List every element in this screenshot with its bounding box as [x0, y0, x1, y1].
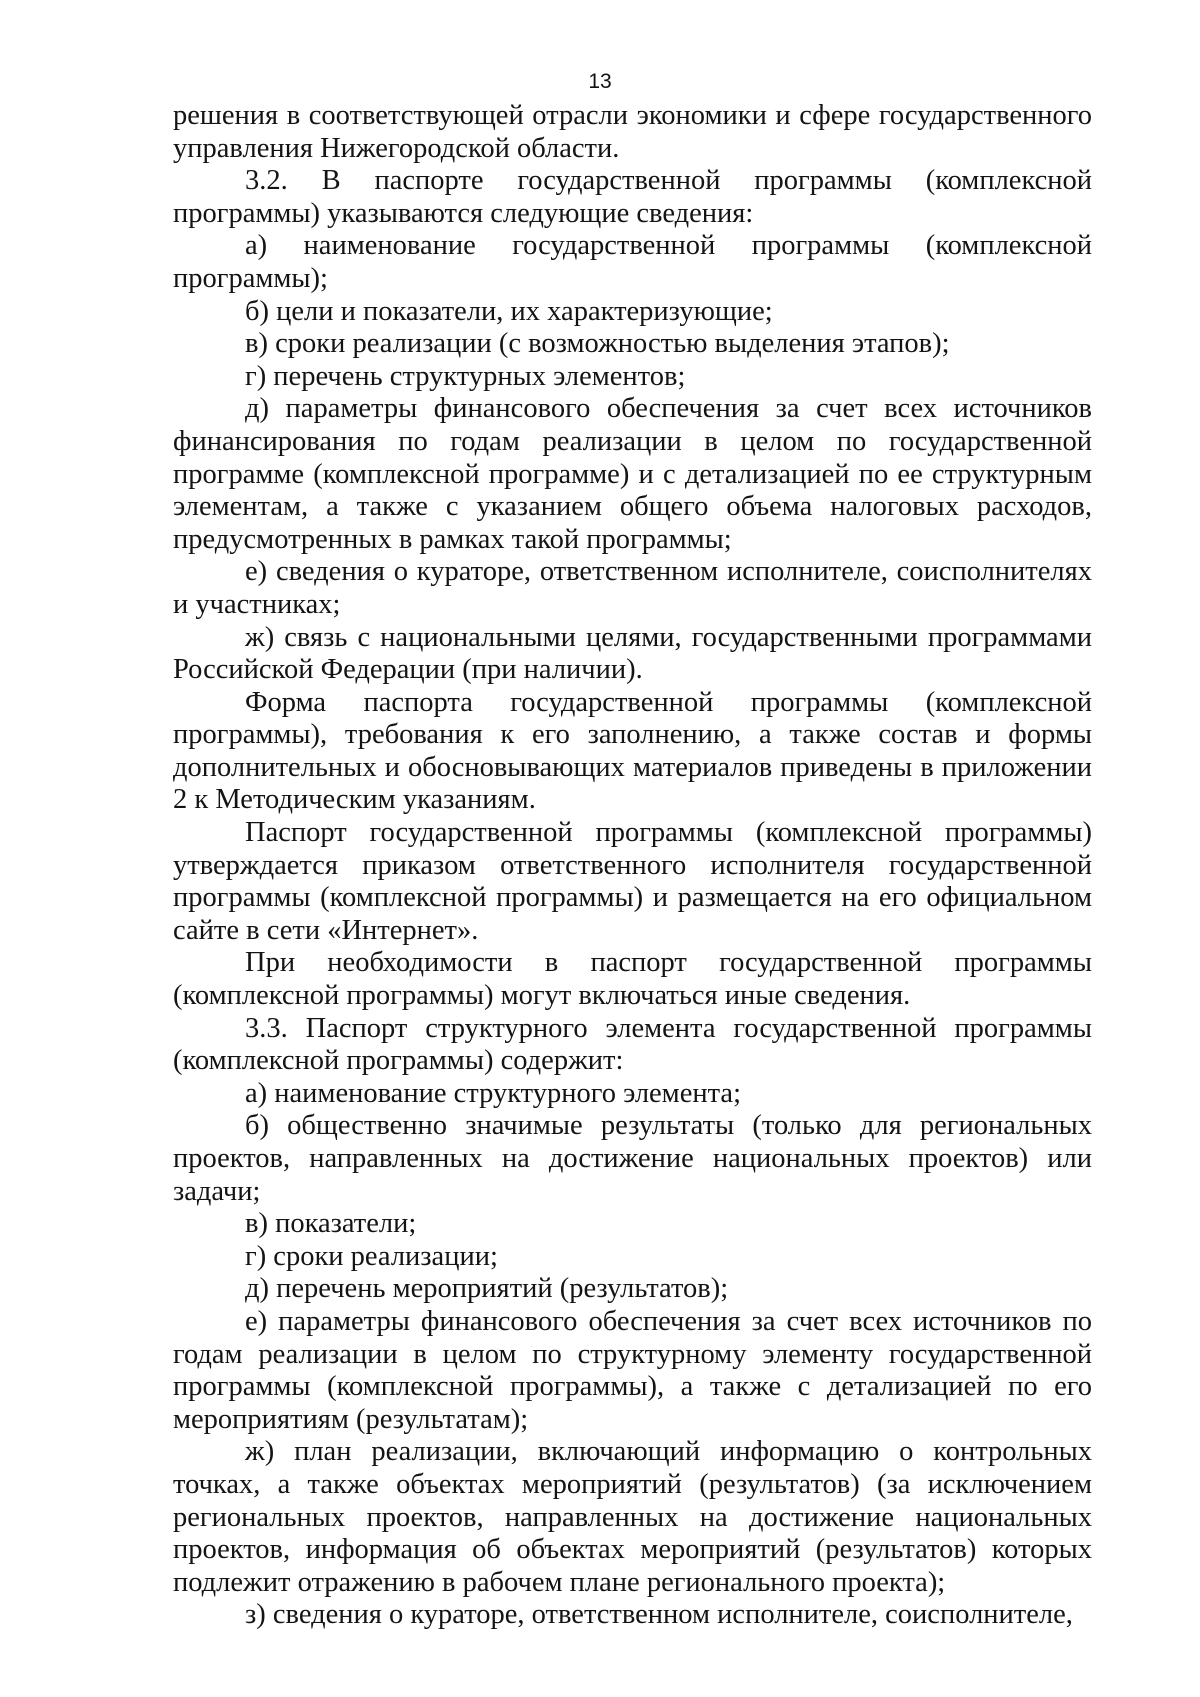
paragraph: з) сведения о кураторе, ответственном исполнителе, соисполнителе,	[245, 1599, 1073, 1631]
paragraph: е) параметры финансового обеспечения за счет всех источников по годам реализации в целом по структурному элементу государственной программы (комплексной программы), а также с детализацией по его мероприятиям (результатам);	[173, 1305, 1092, 1435]
paragraph: б) цели и показатели, их характеризующие;	[245, 295, 773, 327]
page-number: 13	[588, 70, 612, 93]
paragraph: При необходимости в паспорт государственной программы (комплексной программы) могут включаться иные сведения.	[173, 947, 1092, 1012]
paragraph: б) общественно значимые результаты (только для региональных проектов, направленных на достижение национальных проектов) или задачи;	[173, 1110, 1092, 1207]
paragraph: г) сроки реализации;	[245, 1240, 498, 1272]
paragraph: д) перечень мероприятий (результатов);	[245, 1273, 729, 1305]
paragraph: д) параметры финансового обеспечения за счет всех источников финансирования по годам реализации в целом по государственной программе (комплексной программе) и с детализацией по ее структурным элементам, а также с указанием общего объема налоговых расходов, предусмотренных в рамках такой программы;	[173, 393, 1092, 555]
paragraph: е) сведения о кураторе, ответственном исполнителе, соисполнителях и участниках;	[173, 556, 1092, 620]
paragraph: Паспорт государственной программы (комплексной программы) утверждается приказом ответственного исполнителя государственной программы (комплексной программы) и размещается на его официальном сайте в сети «Интернет».	[173, 817, 1092, 946]
paragraph: г) перечень структурных элементов;	[245, 360, 686, 392]
paragraph: а) наименование государственной программы (комплексной программы);	[173, 230, 1092, 294]
paragraph: ж) связь с национальными целями, государственными программами Российской Федерации (при наличии).	[173, 621, 1092, 686]
paragraph: Форма паспорта государственной программы (комплексной программы), требования к его заполнению, а также состав и формы дополнительных и обосновывающих материалов приведены в приложении 2 к Методическим указаниям.	[173, 686, 1092, 816]
paragraph: 3.3. Паспорт структурного элемента государственной программы (комплексной программы) содержит:	[173, 1012, 1092, 1077]
paragraph: в) показатели;	[245, 1208, 417, 1240]
paragraph: в) сроки реализации (с возможностью выделения этапов);	[245, 328, 950, 360]
paragraph: решения в соответствующей отрасли экономики и сфере государственного управления Нижегородской области.	[173, 100, 1092, 164]
paragraph: 3.2. В паспорте государственной программы (комплексной программы) указываются следующие сведения:	[173, 165, 1092, 229]
paragraph: ж) план реализации, включающий информацию о контрольных точках, а также объектах мероприятий (результатов) (за исключением региональных проектов, направленных на достижение национальных проектов, информация об объектах мероприятий (результатов) которых подлежит отражению в рабочем плане регионального проекта);	[173, 1436, 1092, 1598]
document-body	[173, 100, 1092, 1632]
paragraph: а) наименование структурного элемента;	[245, 1077, 741, 1109]
